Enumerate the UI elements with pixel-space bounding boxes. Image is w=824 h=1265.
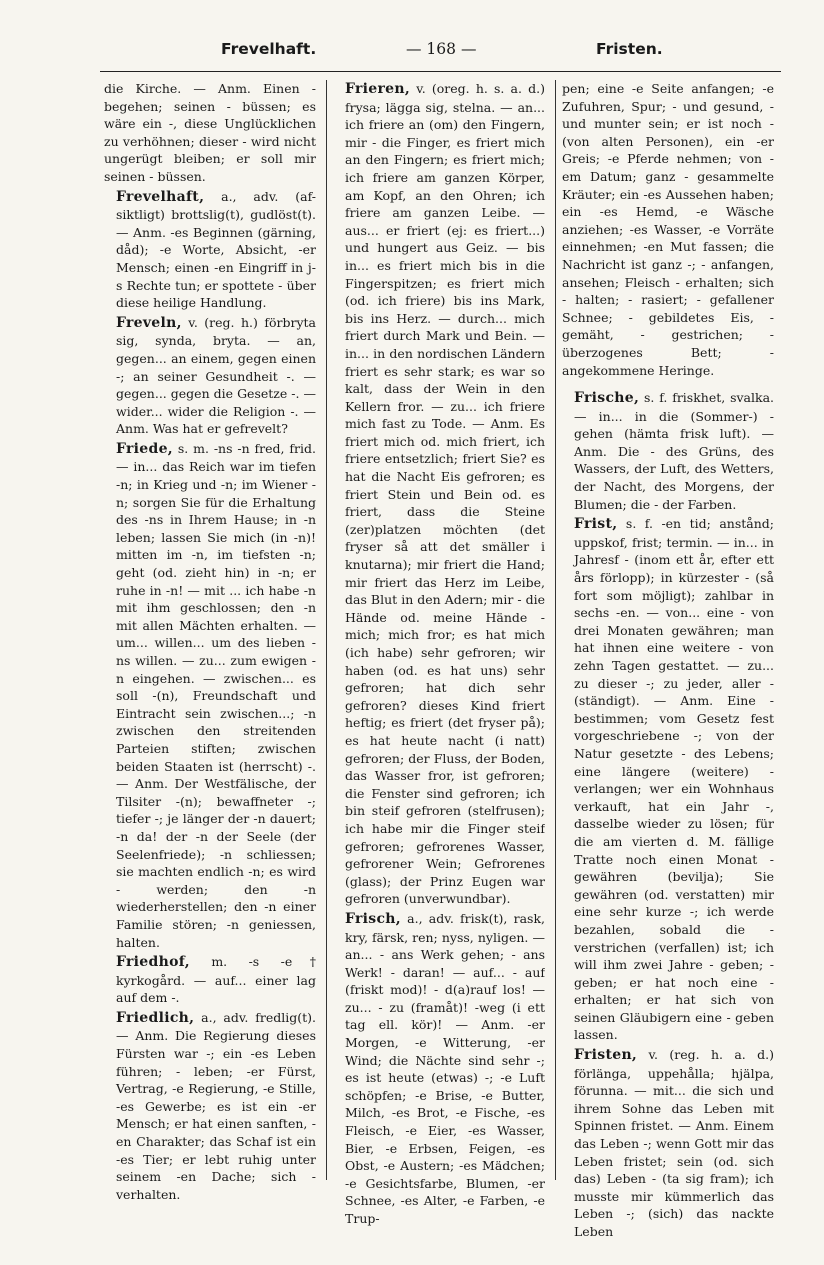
headword: Frisch, [345,910,401,927]
entry-fristen [562,1046,774,1241]
page-number: — 168 — [406,40,477,58]
entry-text: die Kirche. — Anm. Einen - begehen; seinen - büssen; es wäre ein -, diese Unglücklichen zu verhöhnen; dieser - wird nicht ungerügt bleiben; er soll mir seinen - büssen. [104,81,316,184]
entry-text: s. f. friskhet, svalka. — in... in die (Sommer-) - gehen (hämta frisk luft). — Anm. Die - des Grüns, des Wassers, der Luft, des Wetters, der Nacht, des Morgens, der Blumen; die - der Farben. [574,390,774,512]
column-1 [104,80,316,1250]
entry-friede [104,440,316,951]
headword: Frische, [574,390,640,407]
entry-text: v. (oreg. h. s. a. d.) frysa; lägga sig, stelna. — an... ich friere an (om) den Fingern, mir - die Finger, es friert mich an den Fingern; es friert mich; ich friere am ganzen Körper, am Kopf, an den Ohren; ich friere am ganzen Leibe. — aus... er friert (ej: es friert...) und hungert aus Geiz. — bis in... es friert mich bis in die Fingerspitzen; es friert mich (od. ich friere) bis ins Mark, bis ins Herz. — durch... mich friert durch Mark und Bein. — in... in den nordischen Ländern friert es sehr stark; es war so kalt, dass der Wein in den Kellern fror. — zu... ich friere mich fast zu Tode. — Anm. Es friert mich od. mich friert, ich friere entsetzlich; friert Sie? es hat die Nacht Eis gefroren; es friert Stein und Bein od. es friert, dass die Steine (zer)platzen möchten (det fryser så att det smäller i knutarna); mir friert die Hand; mir friert das Herz im Leibe, das Blut in den Adern; mir - die Hände od. meine Hände - mich; mich fror; es hat mich (ich habe) sehr gefroren; wir haben (od. es hat uns) sehr gefroren; hat dich sehr gefroren? dieses Kind friert heftig; es friert (det fryser på); es hat heute nacht (i natt) gefroren; der Fluss, der Boden, das Wasser fror, ist gefroren; die Fenster sind gefroren; ich bin steif gefroren (stelfrusen); ich habe mir die Finger steif gefroren; gefrorenes Wasser, gefrorener Wein; Gefrorenes (glass); der Prinz Eugen war gefroren (unverwundbar). [345,81,545,907]
entry-frieren [333,80,545,908]
entry-friedlich [104,1009,316,1204]
header-right-entry: Fristen. [596,40,663,58]
headword: Friede, [116,440,173,457]
entry-text: a., adv. (af-siktligt) brottslig(t), gudlöst(t). — Anm. -es Beginnen (gärning, dåd); -e Worte, Absicht, -er Mensch; einen -en Eingriff in j-s Rechte tun; er spottete - über diese heilige Handlung. [116,188,316,311]
column-divider [326,80,327,1180]
entry-text: s. f. -en tid; anstånd; uppskof, frist; termin. — in... in Jahresf - (inom ett år, efter ett års förlopp); in kürzester - (så fort som möjligt); zahlbar in sechs -en. — von... eine - von drei Monaten gewähren; man hat ihnen eine weitere - von zehn Tagen gestattet. — zu... zu dieser -; zu jeder, aller - (ständigt). — Anm. Eine - bestimmen; vom Gesetz fest vorgeschriebene -; von der Natur gesetzte - des Lebens; eine längere (weitere) - verlangen; wer ein Wohnhaus verkauft, hat ein Jahr -, dasselbe wieder zu lösen; für die am vierten d. M. fällige Tratte noch einen Monat - gewähren (bevilja); Sie gewähren (od. verstatten) mir eine sehr kurze -; ich werde bezahlen, sobald die - verstrichen (verfallen) ist; ich will ihm zwei Jahre - geben; - geben; er hat noch eine - erhalten; er hat sich von seinen Gläubigern eine - geben lassen. [574,516,774,1043]
headword: Freveln, [116,314,182,331]
entry-frisch [333,910,545,1228]
entry-text: s. m. -ns -n fred, frid. — in... das Reich war im tiefen -n; in Krieg und -n; im Wiener -n; sorgen Sie für die Erhaltung des -ns in Ihrem Hause; in -n leben; lassen Sie mich (in -n)! mitten im -n, im tiefsten -n; geht (od. zieht hin) in -n; er ruhe in -n! — mit ... ich habe -n mit ihm geschlossen; den -n mit allen Mächten erhalten. — um... willen... um des lieben -ns willen. — zu... zum ewigen -n eingehen. — zwischen... es soll -(n), Freundschaft und Eintracht sein zwischen...; -n zwischen den streitenden Parteien stiften; zwischen beiden Staaten ist (herrscht) -. — Anm. Der Westfälische, der Tilsiter -(n); bewaffneter -; tiefer -; je länger der -n dauert; -n da! der -n der Seele (der Seelenfriede); -n schliessen; sie machten endlich -n; es wird - werden; den -n wiederherstellen; den -n einer Familie stören; -n geniessen, halten. [116,440,316,950]
entry-frist [562,515,774,1044]
entry-freveln [104,314,316,438]
column-3 [562,80,774,1250]
headword: Fristen, [574,1047,638,1064]
entry-text: v. (reg. h.) förbryta sig, synda, bryta. — an, gegen... an einem, gegen einen -; an seiner Gesundheit -. — gegen... gegen die Gesetze -. — wider... wider die Religion -. — Anm. Was hat er gefrevelt? [116,314,316,437]
headword: Friedhof, [116,954,190,971]
entry-text: a., adv. fredlig(t). — Anm. Die Regierung dieses Fürsten war -; ein -es Leben führen; - leben; -er Fürst, Vertrag, -e Regierung, -e Stille, -es Gewerbe; es ist ein -er Mensch; er hat einen sanften, -en Charakter; das Schaf ist ein -es Tier; er lebt ruhig unter seinem -en Dache; sich - verhalten. [116,1009,316,1202]
entry-text: a., adv. frisk(t), rask, kry, färsk, ren; nyss, nyligen. — an... - ans Werk gehen; - ans Werk! - daran! — auf... - auf (friskt mod)! - d(a)rauf los! — zu... - zu (framåt)! -weg (i ett tag ell. kör)! — Anm. -er Morgen, -e Witterung, -er Wind; die Nächte sind sehr -; es ist heute (etwas) -; -e Luft schöpfen; -e Brise, -e Butter, Milch, -es Brot, -e Fische, -es Fleisch, -e Eier, -es Wasser, Bier, -e Erbsen, Feigen, -es Obst, -e Austern; -es Mädchen; -e Gesichtsfarbe, Blumen, -er Schnee, -es Alter, -e Farben, -e Trup- [345,910,545,1226]
entry-frische [562,389,774,513]
entry-text: v. (reg. h. a. d.) förlänga, uppehålla; hjälpa, förunna. — mit... die sich und ihrem Sohne das Leben mit Spinnen fristet. — Anm. Einem das Leben -; wenn Gott mir das Leben fristet; sein (od. sich das) Leben - (ta sig fram); ich musste mir kümmerlich das Leben -; (sich) das nackte Leben [574,1047,774,1239]
entry-continuation [562,80,774,379]
headword: Frevelhaft, [116,188,205,205]
entry-friedhof [104,953,316,1007]
entry-continuation [104,80,316,186]
header-rule [100,71,781,72]
entry-text: m. -s -e† kyrkogård. — auf... einer lag auf dem -. [116,954,316,1006]
column-2 [333,80,545,1250]
headword: Frist, [574,516,618,533]
column-divider [555,80,556,1180]
header-left-entry: Frevelhaft. [221,40,317,58]
entry-frevelhaft [104,188,316,312]
headword: Frieren, [345,81,411,97]
entry-text: pen; eine -e Seite anfangen; -e Zufuhren, Spur; - und gesund, - und munter sein; er ist noch - (von alten Personen), ein -er Greis; -e Pferde nehmen; von -em Datum; ganz - gesammelte Kräuter; ein -es Aussehen haben; ein -es Hemd, -e Wäsche anziehen; -es Wasser, -e Vorräte einnehmen; -en Mut fassen; die Nachricht ist ganz -; - anfangen, ansehen; Fleisch - erhalten; sich - halten; - rasiert; - gefallener Schnee; - gebildetes Eis, - gemäht, - gestrichen; - überzogenes Bett; - angekommene Heringe. [562,81,774,378]
headword: Friedlich, [116,1009,195,1026]
